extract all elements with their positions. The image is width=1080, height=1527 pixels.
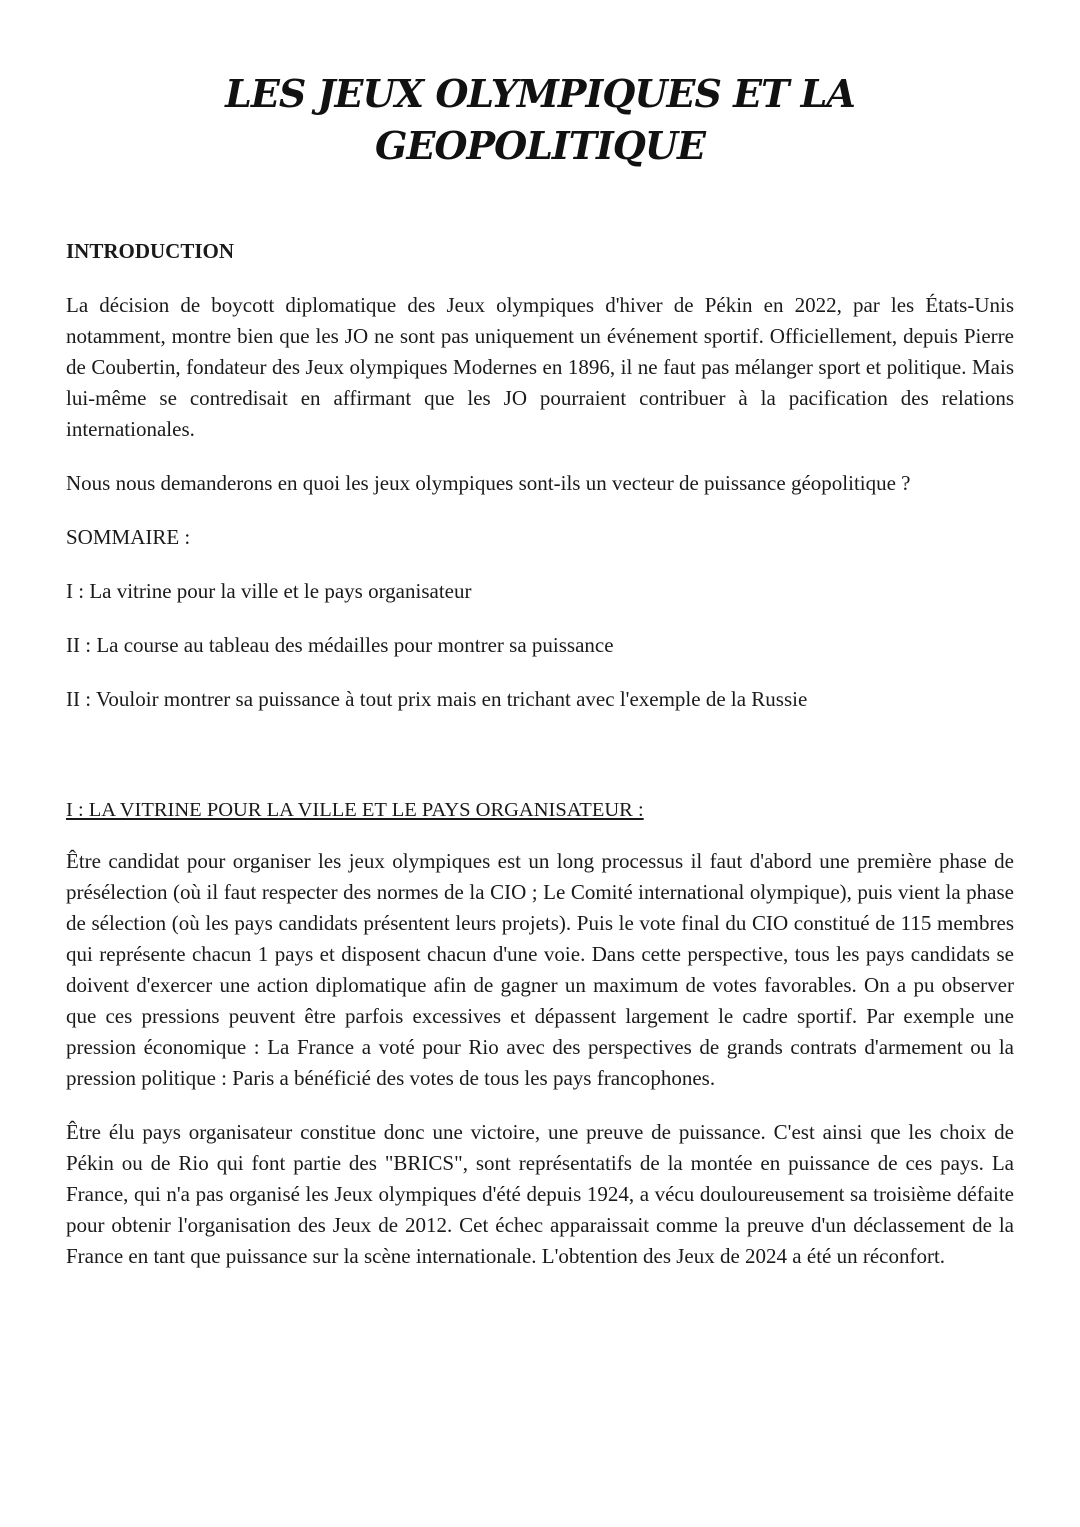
title-line-2: GEOPOLITIQUE xyxy=(375,123,705,168)
problematic-question: Nous nous demanderons en quoi les jeux olympiques sont-ils un vecteur de puissance géopolitique ? xyxy=(66,471,911,495)
sommaire-item-1: I : La vitrine pour la ville et le pays organisateur xyxy=(66,579,472,603)
title-line-1: LES JEUX OLYMPIQUES ET LA xyxy=(225,71,855,116)
sommaire-item-3: II : Vouloir montrer sa puissance à tout prix mais en trichant avec l'exemple de la Russie xyxy=(66,687,808,711)
sommaire-item-2: II : La course au tableau des médailles pour montrer sa puissance xyxy=(66,633,614,657)
introduction-paragraph: La décision de boycott diplomatique des Jeux olympiques d'hiver de Pékin en 2022, par les États-Unis notamment, montre bien que les JO ne sont pas uniquement un événement sportif. Officiellement, depuis Pierre de Coubertin, fondateur des Jeux olympiques Modernes en 1896, il ne faut pas mélanger sport et politique. Mais lui-même se contredisait en affirmant que les JO pourraient contribuer à la pacification des relations internationales. xyxy=(66,293,1014,441)
section-1-paragraph-1: Être candidat pour organiser les jeux olympiques est un long processus il faut d'abord une première phase de présélection (où il faut respecter des normes de la CIO ; Le Comité international olympique), puis vient la phase de sélection (où les pays candidats présentent leurs projets). Puis le vote final du CIO constitué de 115 membres qui représente chacun 1 pays et disposent chacun d'une voie. Dans cette perspective, tous les pays candidats se doivent d'exercer une action diplomatique afin de gagner un maximum de votes favorables. On a pu observer que ces pressions peuvent être parfois excessives et dépassent largement le cadre sportif. Par exemple une pression économique : La France a voté pour Rio avec des perspectives de grands contrats d'armement ou la pression politique : Paris a bénéficié des votes de tous les pays francophones. xyxy=(66,849,1014,1090)
document-body xyxy=(66,236,1014,1295)
section-1-paragraph-2: Être élu pays organisateur constitue donc une victoire, une preuve de puissance. C'est ainsi que les choix de Pékin ou de Rio qui font partie des "BRICS", sont représentatifs de la montée en puissance de ces pays. La France, qui n'a pas organisé les Jeux olympiques d'été depuis 1924, a vécu douloureusement sa troisième défaite pour obtenir l'organisation des Jeux de 2012. Cet échec apparaissait comme la preuve d'un déclassement de la France en tant que puissance sur la scène internationale. L'obtention des Jeux de 2024 a été un réconfort. xyxy=(66,1120,1014,1268)
sommaire-label: SOMMAIRE : xyxy=(66,525,191,549)
document-title xyxy=(60,68,1020,172)
introduction-heading: INTRODUCTION xyxy=(66,239,235,263)
section-1-heading: I : LA VITRINE POUR LA VILLE ET LE PAYS ORGANISATEUR : xyxy=(66,799,644,821)
